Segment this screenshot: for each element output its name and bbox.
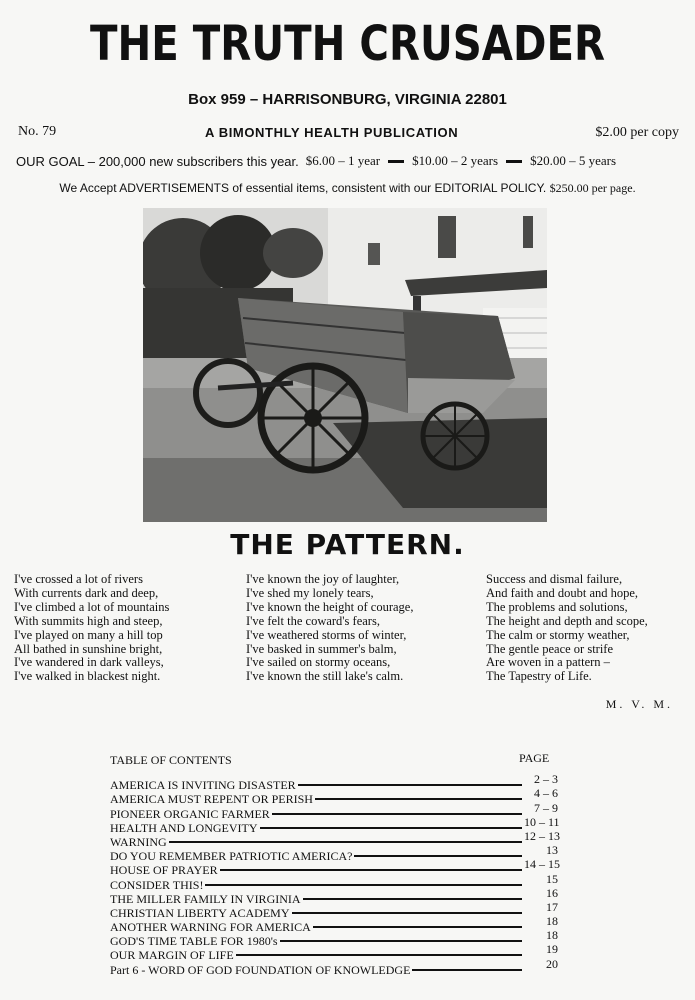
- toc-entry: [110, 786, 558, 807]
- poem-line: All bathed in sunshine bright,: [14, 641, 163, 656]
- poem-line: The Tapestry of Life.: [486, 669, 592, 684]
- toc-entry-title: CHRISTIAN LIBERTY ACADEMY: [110, 905, 290, 920]
- toc-leader-line: [292, 912, 522, 914]
- publication-subtitle: A BIMONTHLY HEALTH PUBLICATION: [205, 125, 459, 140]
- rate-one-year: $6.00 – 1 year: [305, 153, 381, 168]
- toc-entry: [110, 772, 558, 793]
- toc-entry: [110, 885, 558, 906]
- toc-entry-page: 10 – 11: [524, 814, 560, 829]
- toc-entry-title: PIONEER ORGANIC FARMER: [110, 806, 270, 821]
- poem-signature: M. V. M.: [605, 697, 673, 711]
- poem-line: I've felt the coward's fears,: [246, 613, 380, 628]
- poem-line: I've shed my lonely tears,: [246, 585, 374, 600]
- toc-entry: [110, 828, 560, 849]
- table-of-contents: [110, 772, 560, 977]
- toc-leader-line: [260, 827, 522, 829]
- poem-line: The problems and solutions,: [486, 599, 628, 614]
- toc-entry-page: 4 – 6: [534, 786, 558, 801]
- toc-entry-title: GOD'S TIME TABLE FOR 1980's: [110, 934, 278, 949]
- toc-entry: [110, 914, 558, 935]
- rate-five-years: $20.00 – 5 years: [530, 153, 617, 168]
- ads-policy-text: We Accept ADVERTISEMENTS of essential items, consistent with our EDITORIAL POLICY.: [59, 181, 547, 195]
- poem-line: Success and dismal failure,: [486, 572, 623, 586]
- toc-entry-title: HOUSE OF PRAYER: [110, 863, 218, 878]
- toc-entry-title: AMERICA IS INVITING DISASTER: [110, 778, 296, 793]
- poem-line: I've known the height of courage,: [246, 599, 414, 614]
- toc-entry: [110, 942, 558, 963]
- poem-line: I've wandered in dark valleys,: [14, 655, 164, 670]
- poem-line: I've known the joy of laughter,: [246, 572, 400, 586]
- toc-entry-page: 12 – 13: [524, 828, 560, 843]
- toc-entry-title: AMERICA MUST REPENT OR PERISH: [110, 792, 313, 807]
- toc-entry: [110, 899, 558, 920]
- mailing-address: Box 959 – HARRISONBURG, VIRGINIA 22801: [188, 91, 507, 108]
- toc-page-heading: PAGE: [519, 751, 550, 765]
- poem-line: Are woven in a pattern –: [486, 655, 610, 670]
- poem-line: I've walked in blackest night.: [14, 669, 161, 684]
- poem-line: I've basked in summer's balm,: [246, 641, 397, 656]
- toc-leader-line: [315, 798, 522, 800]
- subscription-goal-line: [16, 153, 616, 169]
- toc-leader-line: [272, 813, 522, 815]
- poem-title: THE PATTERN.: [230, 528, 465, 561]
- toc-leader-line: [313, 926, 522, 928]
- issue-number: No. 79: [18, 124, 57, 139]
- poem-line: I've crossed a lot of rivers: [14, 572, 143, 586]
- toc-entry-page: 19: [546, 942, 558, 957]
- poem-line: With currents dark and deep,: [14, 585, 159, 600]
- rate-separator: [388, 160, 404, 163]
- toc-entry-page: 18: [546, 928, 558, 943]
- toc-entry: [110, 871, 558, 892]
- toc-entry-page: 16: [546, 885, 558, 900]
- poem-line: I've climbed a lot of mountains: [14, 599, 170, 614]
- poem-line: I've played on many a hill top: [14, 627, 163, 642]
- rate-two-years: $10.00 – 2 years: [412, 153, 499, 168]
- toc-entry-title: DO YOU REMEMBER PATRIOTIC AMERICA?: [110, 849, 353, 864]
- newsletter-title: THE TRUTH CRUSADER: [89, 16, 606, 72]
- toc-entry: [110, 857, 560, 878]
- toc-entry-title: WARNING: [110, 834, 167, 849]
- toc-leader-line: [303, 898, 522, 900]
- toc-entry: [110, 956, 558, 977]
- copy-price: $2.00 per copy: [595, 125, 679, 140]
- rate-separator: [506, 160, 522, 163]
- toc-entry-title: ANOTHER WARNING FOR AMERICA: [110, 920, 311, 935]
- toc-entry-page: 17: [546, 899, 558, 914]
- toc-leader-line: [280, 940, 522, 942]
- toc-entry-title: HEALTH AND LONGEVITY: [110, 820, 258, 835]
- toc-entry: [110, 800, 558, 821]
- toc-entry-title: OUR MARGIN OF LIFE: [110, 948, 234, 963]
- toc-leader-line: [298, 784, 522, 786]
- toc-leader-line: [236, 954, 522, 956]
- poem-line: With summits high and steep,: [14, 613, 163, 628]
- toc-entry: [110, 843, 558, 864]
- poem-line: The gentle peace or strife: [486, 641, 614, 656]
- toc-heading: TABLE OF CONTENTS: [110, 753, 232, 767]
- poem-stanza-2: [246, 573, 413, 684]
- toc-entry-page: 7 – 9: [534, 800, 558, 815]
- toc-entry: [110, 928, 558, 949]
- toc-entry-page: 15: [546, 871, 558, 886]
- poem-stanza-3: [486, 573, 648, 684]
- poem-line: And faith and doubt and hope,: [486, 585, 639, 600]
- toc-leader-line: [220, 869, 522, 871]
- wagon-illustration: [143, 208, 547, 522]
- toc-entry-title: CONSIDER THIS!: [110, 877, 204, 892]
- toc-leader-line: [169, 841, 522, 843]
- poem-line: The height and depth and scope,: [486, 613, 648, 628]
- goal-label: OUR GOAL – 200,000 new subscribers this year.: [16, 153, 299, 169]
- toc-entry-title: THE MILLER FAMILY IN VIRGINIA: [110, 891, 301, 906]
- toc-entry-page: 18: [546, 914, 558, 929]
- toc-entry-title: Part 6 - WORD OF GOD FOUNDATION OF KNOWLEDGE: [110, 962, 411, 977]
- toc-entry-page: 2 – 3: [534, 772, 558, 787]
- ads-price: $250.00 per page.: [549, 181, 636, 195]
- toc-entry-page: 13: [546, 843, 558, 858]
- toc-entry-page: 20: [546, 956, 558, 971]
- toc-leader-line: [412, 969, 522, 971]
- poem-line: The calm or stormy weather,: [486, 627, 630, 642]
- wagon-photo: [143, 208, 547, 522]
- toc-leader-line: [354, 855, 522, 857]
- toc-leader-line: [205, 884, 522, 886]
- poem-line: I've known the still lake's calm.: [246, 669, 404, 684]
- advertisement-policy: [0, 181, 695, 196]
- poem-stanza-1: [14, 573, 169, 684]
- toc-entry: [110, 814, 560, 835]
- toc-entry-page: 14 – 15: [524, 857, 560, 872]
- poem-line: I've weathered storms of winter,: [246, 627, 407, 642]
- poem-line: I've sailed on stormy oceans,: [246, 655, 391, 670]
